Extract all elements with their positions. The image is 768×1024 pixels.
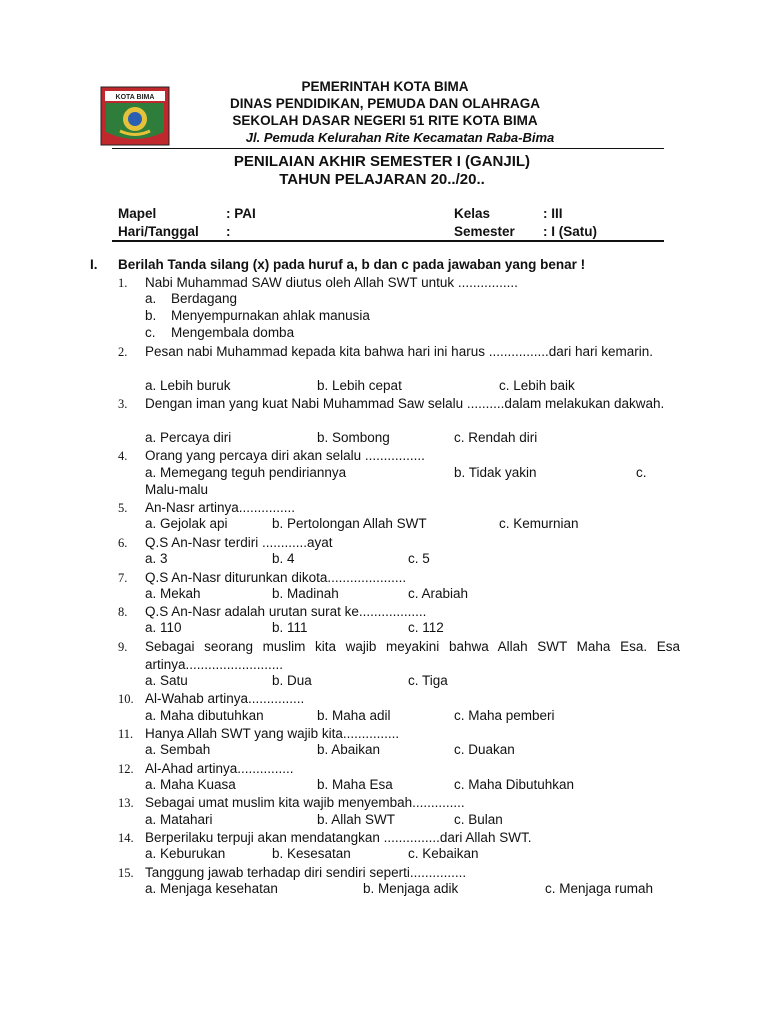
semester-label: Semester: [454, 224, 515, 239]
option-a: a. Sembah: [145, 742, 211, 757]
logo-text: KOTA BIMA: [115, 94, 155, 101]
question-number: 7.: [118, 571, 128, 585]
option-a: a. Satu: [145, 673, 188, 688]
mapel-value: : PAI: [226, 206, 256, 221]
option-b: b. Maha Esa: [317, 777, 393, 792]
option-c: c. 5: [408, 551, 430, 566]
question-text: Dengan iman yang kuat Nabi Muhammad Saw selalu ..........dalam melakukan dakwah.: [145, 396, 665, 411]
option-c: c. Maha Dibutuhkan: [454, 777, 575, 792]
option-b: b. Sombong: [317, 430, 390, 445]
question-text: Q.S An-Nasr terdiri ............ayat: [145, 535, 333, 550]
option-b: b. Tidak yakin: [454, 465, 537, 480]
option-b-mark: b.: [145, 308, 157, 323]
option-b: Menyempurnakan ahlak manusia: [171, 308, 370, 323]
option-a: a. Mekah: [145, 586, 201, 601]
question-text: Q.S An-Nasr adalah urutan surat ke..................: [145, 604, 427, 619]
question-number: 10.: [118, 692, 134, 706]
question-text: Pesan nabi Muhammad kepada kita bahwa hari ini harus ................dari hari kemarin.: [145, 344, 654, 359]
option-a: a. 3: [145, 551, 168, 566]
kelas-label: Kelas: [454, 206, 491, 221]
option-c: c. Arabiah: [408, 586, 469, 601]
letterhead-address: Jl. Pemuda Kelurahan Rite Kecamatan Raba-Bima: [245, 130, 555, 145]
question-text: Sebagai umat muslim kita wajib menyembah..............: [145, 795, 465, 810]
question-number: 14.: [118, 831, 134, 845]
section-instruction: Berilah Tanda silang (x) pada huruf a, b dan c pada jawaban yang benar !: [118, 257, 586, 272]
option-a: a. 110: [145, 620, 182, 635]
question-number: 1.: [118, 276, 128, 290]
question-number: 4.: [118, 449, 128, 463]
exam-title: PENILAIAN AKHIR SEMESTER I (GANJIL): [233, 153, 531, 170]
semester-value: : I (Satu): [543, 224, 597, 239]
option-c: Mengembala domba: [171, 325, 295, 340]
question-text: Q.S An-Nasr diturunkan dikota.....................: [145, 570, 407, 585]
question-number: 8.: [118, 605, 128, 619]
option-c-mark: c.: [145, 325, 156, 340]
question-number: 6.: [118, 536, 128, 550]
option-a: a. Matahari: [145, 812, 213, 827]
question-number: 13.: [118, 796, 134, 810]
option-a: a. Maha dibutuhkan: [145, 708, 264, 723]
option-a: a. Gejolak api: [145, 516, 228, 531]
question-text: Nabi Muhammad SAW diutus oleh Allah SWT untuk ................: [145, 275, 518, 290]
option-c: c. Duakan: [454, 742, 515, 757]
option-c: c. Kebaikan: [408, 846, 479, 861]
letterhead-line-3: SEKOLAH DASAR NEGERI 51 RITE KOTA BIMA: [232, 113, 538, 128]
question-text: Al-Wahab artinya...............: [145, 691, 305, 706]
question-number: 11.: [118, 727, 134, 741]
option-b: b. Lebih cepat: [317, 378, 402, 393]
option-a: a. Keburukan: [145, 846, 226, 861]
option-b: b. Dua: [272, 673, 312, 688]
hari-value: :: [226, 224, 231, 239]
option-b: b. Madinah: [272, 586, 339, 601]
option-a: a. Maha Kuasa: [145, 777, 236, 792]
option-b: b. Maha adil: [317, 708, 391, 723]
exam-year: TAHUN PELAJARAN 20../20..: [279, 171, 485, 188]
option-a: Berdagang: [171, 291, 238, 306]
mapel-label: Mapel: [118, 206, 157, 221]
option-b: b. Abaikan: [317, 742, 381, 757]
option-c: c. Menjaga rumah: [545, 881, 654, 896]
question-number: 2.: [118, 345, 128, 359]
question-text: Sebagai seorang muslim kita wajib meyakini bahwa Allah SWT Maha Esa. Esa artinya..........................: [145, 639, 680, 672]
option-c: c. Kemurnian: [499, 516, 579, 531]
option-c: Malu-malu: [145, 482, 209, 497]
question-number: 9.: [118, 640, 128, 654]
option-c: c. Rendah diri: [454, 430, 538, 445]
info-divider: [112, 240, 664, 242]
kelas-value: : III: [543, 206, 563, 221]
option-a: a. Lebih buruk: [145, 378, 231, 393]
option-a: a. Percaya diri: [145, 430, 232, 445]
option-a: a. Memegang teguh pendiriannya: [145, 465, 347, 480]
letterhead-divider: [112, 148, 664, 149]
kota-bima-logo: [100, 86, 170, 146]
option-c: c. Maha pemberi: [454, 708, 555, 723]
letterhead-line-2: DINAS PENDIDIKAN, PEMUDA DAN OLAHRAGA: [229, 96, 540, 111]
question-number: 5.: [118, 501, 128, 515]
question-text: Al-Ahad artinya...............: [145, 761, 294, 776]
question-text: An-Nasr artinya...............: [145, 500, 296, 515]
question-number: 3.: [118, 397, 128, 411]
option-c: c. Bulan: [454, 812, 503, 827]
option-b: b. 111: [272, 620, 308, 635]
question-text: Berperilaku terpuji akan mendatangkan ...............dari Allah SWT.: [145, 830, 532, 845]
option-c: c. 112: [408, 620, 444, 635]
question-number: 12.: [118, 762, 134, 776]
question-number: 15.: [118, 866, 134, 880]
option-a: a. Menjaga kesehatan: [145, 881, 278, 896]
option-a-mark: a.: [145, 291, 157, 306]
option-b: b. Kesesatan: [272, 846, 351, 861]
option-b: b. Menjaga adik: [363, 881, 459, 896]
letterhead-line-1: PEMERINTAH KOTA BIMA: [301, 79, 469, 94]
option-b: b. Allah SWT: [317, 812, 396, 827]
section-number: I.: [90, 257, 98, 272]
option-c: c. Tiga: [408, 673, 448, 688]
option-c: c. Lebih baik: [499, 378, 575, 393]
option-b: b. Pertolongan Allah SWT: [272, 516, 427, 531]
option-b: b. 4: [272, 551, 295, 566]
option-c-mark: c.: [636, 465, 647, 480]
question-text: Orang yang percaya diri akan selalu ................: [145, 448, 425, 463]
hari-label: Hari/Tanggal: [118, 224, 199, 239]
question-text: Tanggung jawab terhadap diri sendiri seperti...............: [145, 865, 467, 880]
question-text: Hanya Allah SWT yang wajib kita...............: [145, 726, 400, 741]
